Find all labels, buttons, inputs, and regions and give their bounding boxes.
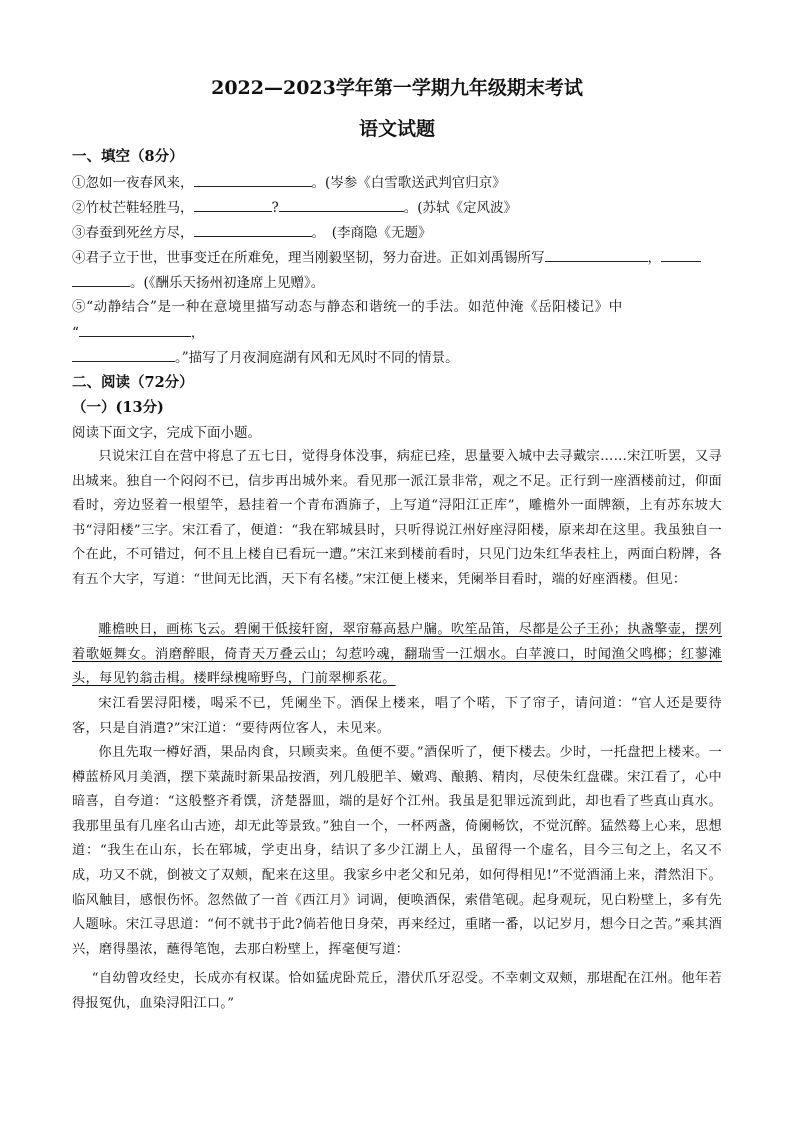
question-3 [72, 222, 722, 243]
passage-paragraph-4: 你且先取一樽好酒，果品肉食，只顾卖来。鱼便不要。”酒保听了，便下楼去。少时，一托盘把上楼来。一樽蓝桥风月美酒，摆下菜蔬时新果品按酒，列几般肥羊、嫩鸡、酿鹅、精肉，尽使朱红盘碟。宋江看了，心中暗喜，自夸道：“这般整齐肴馔，济楚器皿，端的是好个江州。我虽是犯罪远流到此，却也看了些真山真水。我那里虽有几座名山古迹，却无此等景致。”独自一个，一杯两盏，倚阑畅饮，不觉沉醉。猛然蓦上心来，思想道：“我生在山东，长在郓城，学吏出身，结识了多少江湖上人，虽留得一个虚名，目今三旬之上，名又不成，功又不就，倒被文了双颊，配来在这里。我家乡中老父和兄弟，如何得相见!”不觉酒涌上来，潸然泪下。临风触目，感恨伤怀。忽然做了一首《西江月》词调，便唤酒保，索借笔砚。起身观玩，见白粉壁上，多有先人题咏。宋江寻思道：“何不就书于此?倘若他日身荣，再来经过，重睹一番，以记岁月，想今日之苦。”乘其酒兴，磨得墨浓，蘸得笔饱，去那白粉壁上，挥毫便写道： [72, 745, 722, 957]
q4-source: 。(《酬乐天扬州初逢席上见赠》。 [130, 275, 325, 291]
q5-separator: ， [190, 325, 205, 341]
question-2 [72, 197, 722, 218]
q3-answer-blank[interactable] [194, 222, 312, 237]
question-5-line-1: ⑤“动静结合”是一种在意境里描写动态与静态和谐统一的手法。如范仲淹《岳阳楼记》中 [72, 299, 623, 315]
q4-answer-blank-1[interactable] [545, 247, 648, 262]
question-4-line-1 [72, 247, 722, 268]
q1-source: 。(岑参《白雪歌送武判官归京》 [311, 175, 506, 191]
q1-prompt: ①忽如一夜春风来， [72, 175, 194, 191]
underlined-text: 雕檐映日，画栋飞云。碧阑干低接轩窗，翠帘幕高悬户牖。吹笙品笛，尽都是公子王孙；执盏擎壶，摆列着歌姬舞女。消磨醉眼，倚青天万叠云山；勾惹吟魂，翻瑞雪一江烟水。白苹渡口，时闻渔父鸣榔；红蓼滩头，每见钓翁击楫。楼畔绿槐啼野鸟，门前翠柳系花。 [72, 622, 722, 687]
passage-paragraph-1: 只说宋江自在营中将息了五七日，觉得身体没事，病症已痊，思量要入城中去寻戴宗……宋江听罢，又寻出城来。独自一个闷闷不已，信步再出城外来。看见那一派江景非常，观之不足。正行到一座酒楼前过，仰面看时，旁边竖着一根望竿，悬挂着一个青布酒旆子，上写道“浔阳江正库”，雕檐外一面牌额，上有苏东坡大书“浔阳楼”三字。宋江看了，便道：“我在郓城县时，只听得说江州好座浔阳楼，原来却在这里。我虽独自一个在此，不可错过，何不且上楼自已看玩一遭。”宋江来到楼前看时，只见门边朱红华表柱上，两面白粉牌，各有五个大字，写道：“世间无比酒，天下有名楼。”宋江便上楼来，凭阑举目看时，端的好座酒楼。但见： [72, 449, 722, 587]
section-1-heading: 一、填空（8分） [72, 148, 184, 165]
q2-source: 。(苏轼《定风波》 [403, 200, 518, 216]
q2-answer-blank-2[interactable] [279, 197, 404, 212]
q5-answer-blank-1[interactable] [79, 322, 191, 337]
q2-answer-blank-1[interactable] [194, 197, 272, 212]
reading-instruction: 阅读下面文字，完成下面小题。 [72, 425, 261, 441]
q5-answer-blank-2[interactable] [72, 347, 175, 362]
exam-title: 2022—2023学年第一学期九年级期末考试 [211, 77, 583, 99]
question-4-line-2 [72, 272, 722, 293]
exam-subject-title: 语文试题 [358, 118, 435, 140]
q1-answer-blank[interactable] [194, 172, 312, 187]
q4-answer-blank-2a[interactable] [661, 247, 701, 262]
q3-source: 。 (李商隐《无题》 [311, 225, 432, 241]
question-5-line-2 [72, 322, 722, 343]
question-5-line-3 [72, 347, 722, 368]
q5-open-quote: “ [72, 325, 79, 341]
section-2-heading: 二、阅读（72分） [72, 374, 194, 391]
passage-poem: “自幼曾攻经史，长成亦有权谋。恰如猛虎卧荒丘，潜伏爪牙忍受。不幸刺文双颊，那堪配在江州。他年若得报冤仇，血染浔阳江口。” [72, 971, 722, 1011]
question-1 [72, 172, 722, 193]
q2-separator: ? [271, 200, 279, 216]
q2-prompt: ②竹杖芒鞋轻胜马， [72, 200, 194, 216]
q4-separator: ， [647, 250, 661, 266]
q3-prompt: ③春蚕到死丝方尽， [72, 225, 194, 241]
q4-prompt: ④君子立于世，世事变迁在所难免，理当刚毅坚韧，努力奋进。正如刘禹锡所写 [72, 250, 545, 266]
reading-1-heading: （一）(13分) [72, 399, 164, 416]
passage-paragraph-3: 宋江看罢浔阳楼，喝采不已，凭阑坐下。酒保上楼来，唱了个喏，下了帘子，请问道：“官人还是要待客，只是自消遣?”宋江道：“要待两位客人，未见来。 [72, 696, 722, 736]
passage-paragraph-2-underlined [72, 618, 722, 692]
q5-description: 。”描写了月夜洞庭湖有风和无风时不同的情景。 [175, 350, 459, 366]
q4-answer-blank-2b[interactable] [72, 272, 130, 287]
